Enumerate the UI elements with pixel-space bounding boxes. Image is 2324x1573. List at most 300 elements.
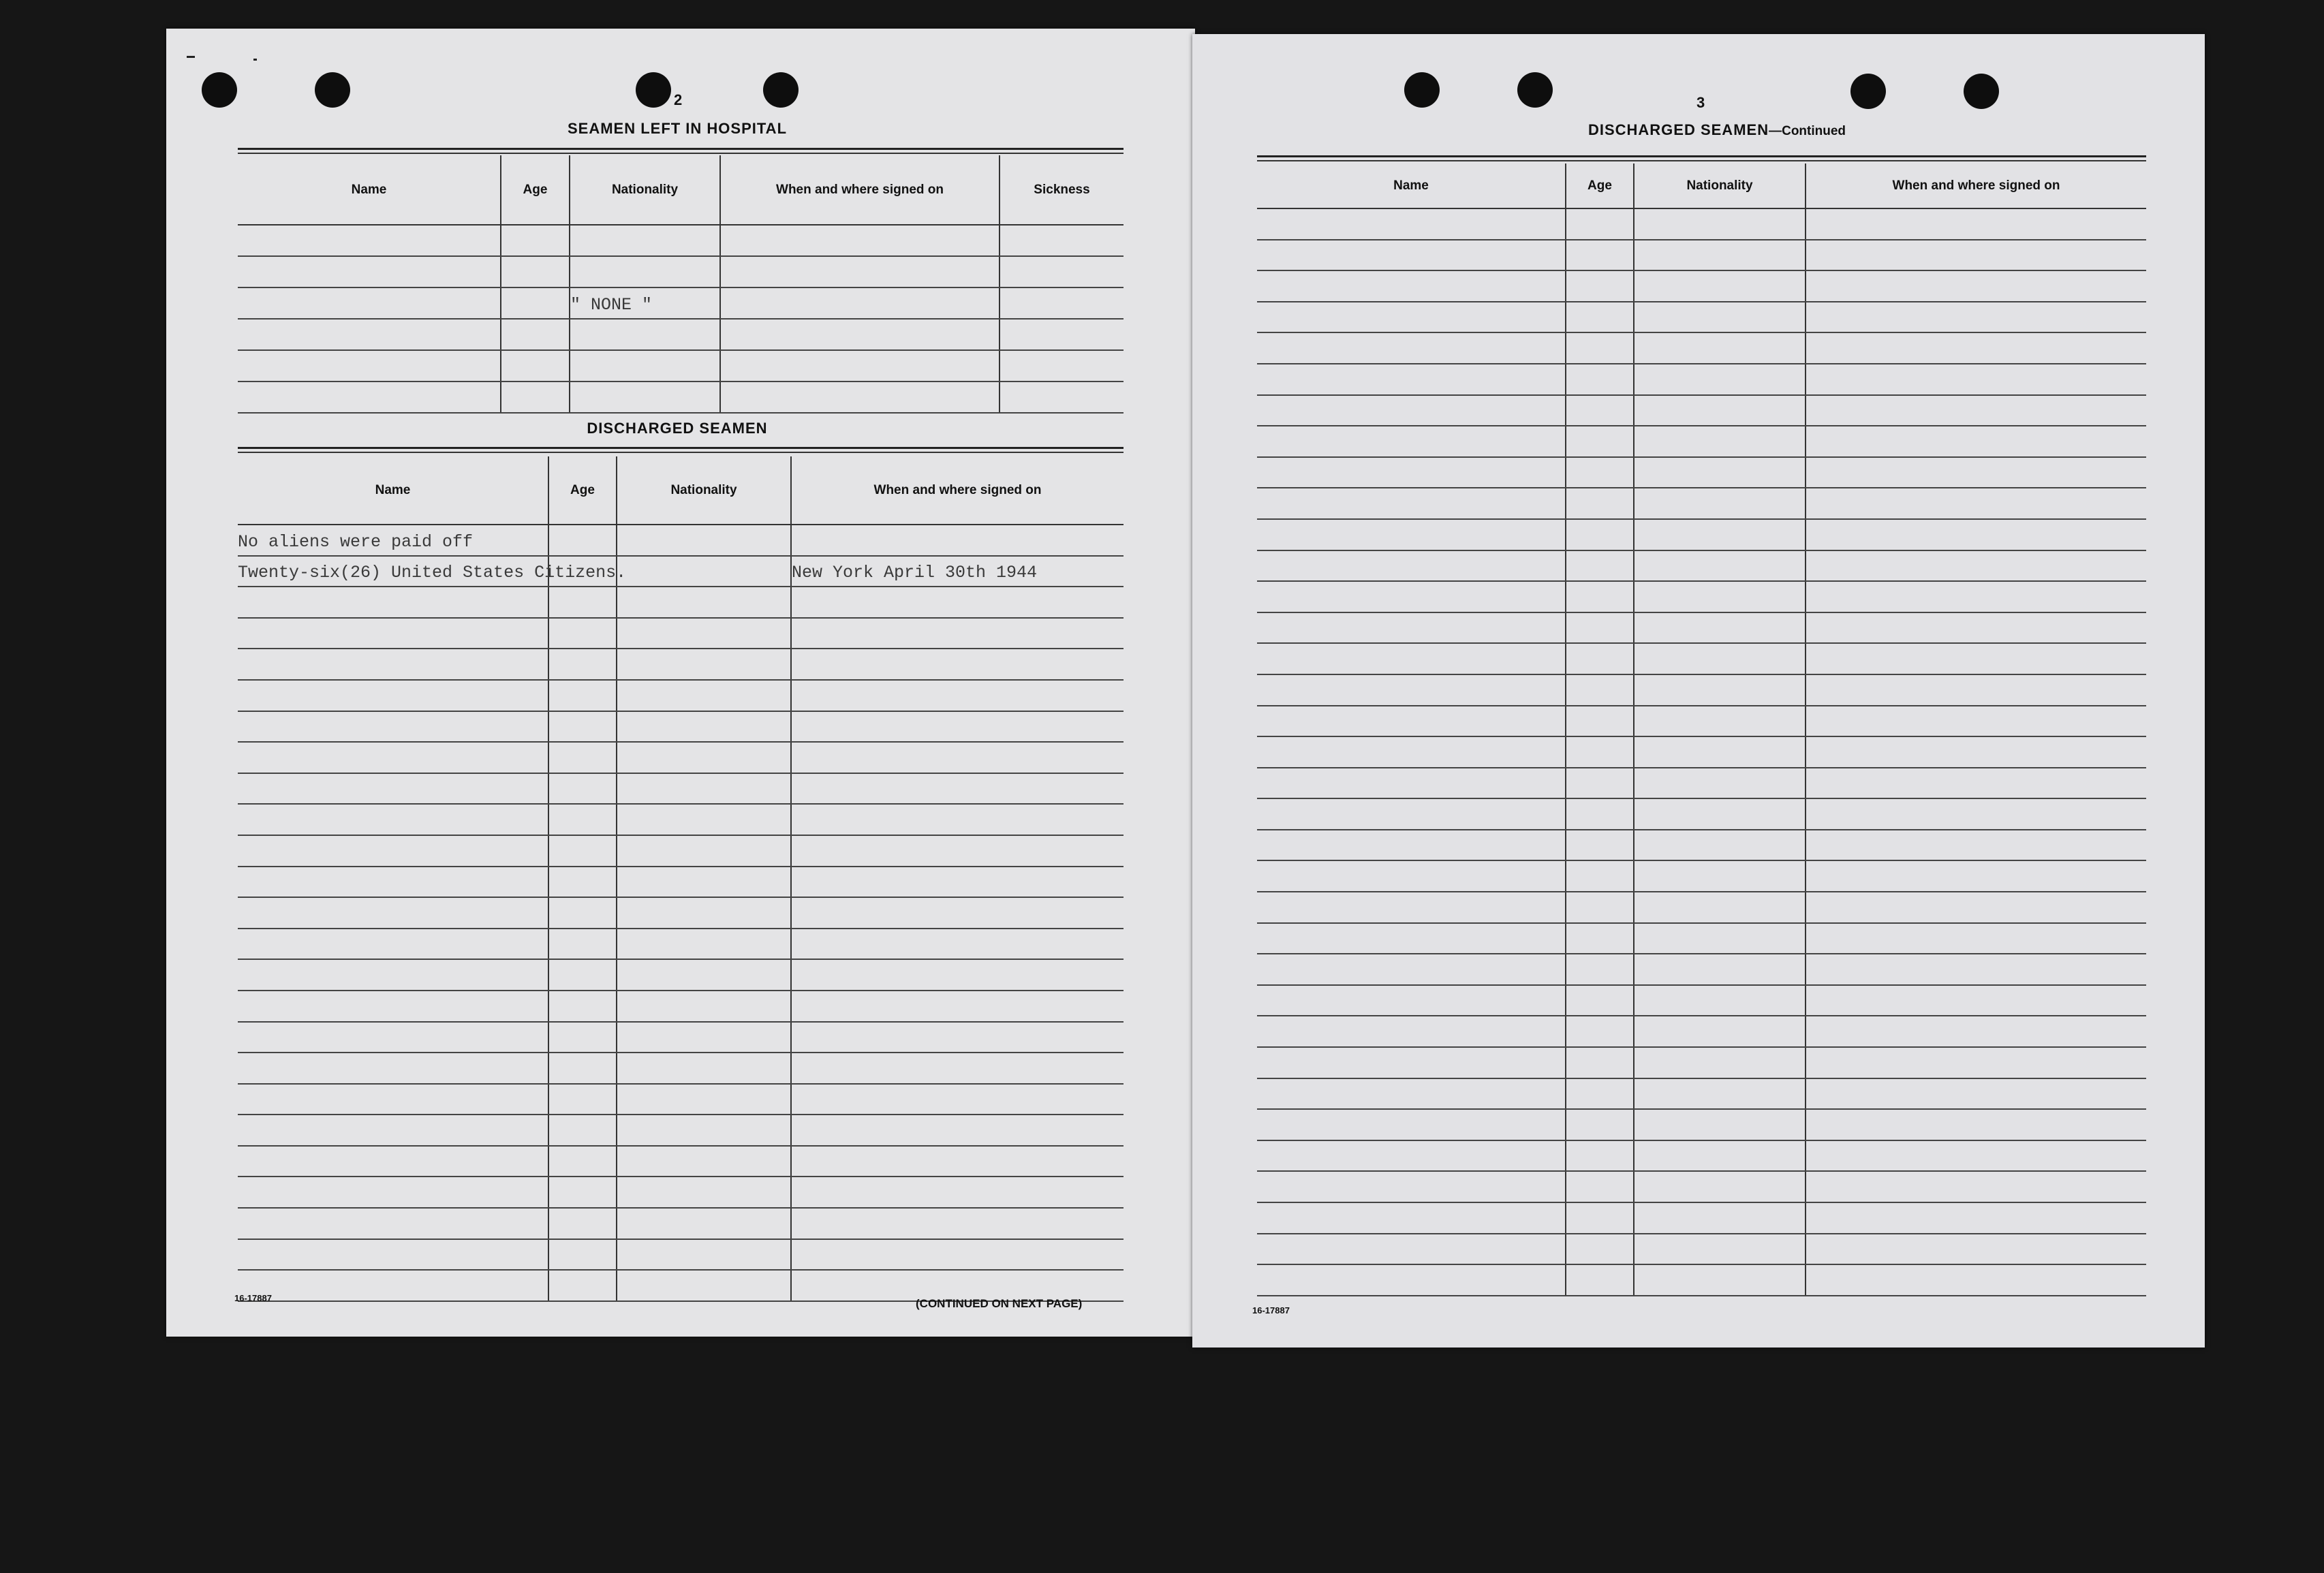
table-cell <box>548 1177 617 1208</box>
table-row <box>1257 985 2146 1016</box>
table-cell <box>1257 1047 1566 1078</box>
table-cell <box>1257 768 1566 799</box>
table-cell <box>1000 225 1124 256</box>
continued-section-title <box>1254 121 2180 139</box>
table-cell <box>238 556 627 587</box>
table-cell <box>1806 892 2146 923</box>
table-cell <box>1634 519 1806 550</box>
table-cell <box>238 225 501 256</box>
table-cell <box>1634 1140 1806 1172</box>
table-cell <box>617 525 791 556</box>
table-cell <box>791 867 1124 898</box>
table-cell <box>570 256 720 287</box>
table-cell <box>548 1084 617 1115</box>
table-cell <box>1634 985 1806 1016</box>
table-row <box>238 1053 1124 1084</box>
table-cell <box>1566 581 1634 612</box>
table-cell <box>1806 830 2146 861</box>
table-row <box>1257 1202 2146 1234</box>
table-cell <box>617 742 791 773</box>
table-cell <box>1257 612 1566 644</box>
table-row <box>238 867 1124 898</box>
cell-text: No aliens were paid off <box>238 531 474 552</box>
table-cell <box>1806 985 2146 1016</box>
table-cell <box>1634 768 1806 799</box>
table-row <box>1257 488 2146 519</box>
table-cell <box>1566 736 1634 768</box>
table-row <box>1257 612 2146 644</box>
table-cell <box>617 1115 791 1146</box>
table-cell <box>1634 457 1806 488</box>
table-row <box>238 929 1124 960</box>
table-cell <box>1257 892 1566 923</box>
table-cell <box>1806 736 2146 768</box>
binder-hole <box>1404 72 1440 108</box>
table-row <box>238 897 1124 929</box>
table-row <box>238 1270 1124 1301</box>
table-cell <box>1566 768 1634 799</box>
table-row <box>1257 1078 2146 1110</box>
table-cell <box>1806 798 2146 830</box>
table-cell <box>1806 706 2146 737</box>
table-cell <box>617 835 791 867</box>
table-cell <box>1806 1171 2146 1202</box>
table-row <box>238 680 1124 711</box>
table-cell <box>617 959 791 991</box>
table-cell <box>791 525 1124 556</box>
table-cell <box>1806 302 2146 333</box>
table-cell <box>1806 1016 2146 1047</box>
table-cell <box>501 256 570 287</box>
table-row <box>238 711 1124 743</box>
table-cell <box>720 256 1000 287</box>
table-cell <box>1257 364 1566 395</box>
table-row <box>238 287 1124 319</box>
table-cell <box>570 319 720 350</box>
table-cell <box>1634 1234 1806 1265</box>
table-cell <box>1257 208 1566 240</box>
table-cell <box>1566 1078 1634 1110</box>
table-cell <box>238 835 548 867</box>
table-cell <box>548 1115 617 1146</box>
table-row <box>238 381 1124 413</box>
table-cell <box>501 350 570 381</box>
table-cell <box>1257 830 1566 861</box>
table-cell <box>1566 643 1634 674</box>
table-cell <box>1257 736 1566 768</box>
table-cell <box>1634 488 1806 519</box>
page-number: 3 <box>1696 94 1705 111</box>
table-cell <box>1634 736 1806 768</box>
table-cell <box>238 867 548 898</box>
table-row <box>1257 1047 2146 1078</box>
binder-hole <box>1964 74 1999 109</box>
table-cell <box>238 711 548 743</box>
table-cell <box>1806 954 2146 985</box>
table-cell <box>238 1208 548 1239</box>
table-row <box>1257 208 2146 240</box>
table-cell <box>1566 954 1634 985</box>
table-cell <box>501 381 570 413</box>
table-cell <box>1806 395 2146 426</box>
table-row <box>238 225 1124 256</box>
table-cell <box>1566 519 1634 550</box>
table-cell <box>238 1053 548 1084</box>
table-cell <box>1634 798 1806 830</box>
table-cell <box>1806 923 2146 954</box>
table-cell <box>548 1270 617 1301</box>
table-row <box>238 618 1124 649</box>
table-cell <box>238 350 501 381</box>
table-cell <box>238 1022 548 1053</box>
table-cell <box>1566 612 1634 644</box>
table-cell <box>548 773 617 805</box>
discharged-table <box>238 456 1124 1302</box>
table-cell <box>1257 488 1566 519</box>
table-cell <box>1806 860 2146 892</box>
table-cell <box>1257 302 1566 333</box>
table-cell <box>1257 519 1566 550</box>
table-cell <box>617 991 791 1022</box>
table-cell <box>791 649 1124 680</box>
table-cell <box>1806 240 2146 271</box>
table-cell <box>1634 830 1806 861</box>
table-cell <box>1634 1171 1806 1202</box>
table-cell <box>1566 488 1634 519</box>
table-cell <box>1566 270 1634 302</box>
table-cell <box>548 1208 617 1239</box>
table-row <box>238 1146 1124 1177</box>
table-cell <box>1566 550 1634 582</box>
table-row <box>238 256 1124 287</box>
table-row <box>1257 798 2146 830</box>
table-cell <box>1634 1109 1806 1140</box>
table-cell <box>548 835 617 867</box>
hospital-table <box>238 155 1124 414</box>
table-cell <box>791 1270 1124 1301</box>
table-row <box>238 773 1124 805</box>
table-cell <box>1634 581 1806 612</box>
table-cell <box>548 1053 617 1084</box>
column-header: When and where signed on <box>720 155 1000 225</box>
table-cell <box>1566 1234 1634 1265</box>
table-cell <box>1806 1202 2146 1234</box>
table-cell <box>238 1146 548 1177</box>
table-cell <box>238 618 548 649</box>
table-cell <box>1566 208 1634 240</box>
left-page <box>166 29 1195 1337</box>
ink-speck <box>187 56 195 58</box>
table-cell <box>1634 1016 1806 1047</box>
table-cell <box>1806 364 2146 395</box>
column-header: Age <box>548 456 617 525</box>
table-cell <box>1257 1078 1566 1110</box>
table-cell <box>1634 364 1806 395</box>
table-cell <box>617 897 791 929</box>
table-cell <box>791 556 1124 587</box>
table-cell <box>617 867 791 898</box>
table-cell <box>1257 457 1566 488</box>
table-row <box>1257 364 2146 395</box>
table-cell <box>548 1022 617 1053</box>
table-row <box>238 991 1124 1022</box>
binder-hole <box>315 72 350 108</box>
column-header: Nationality <box>617 456 791 525</box>
table-cell <box>791 773 1124 805</box>
binder-hole <box>1517 72 1553 108</box>
table-cell <box>548 587 617 618</box>
table-row <box>1257 706 2146 737</box>
table-cell <box>548 991 617 1022</box>
table-cell <box>501 287 570 319</box>
table-cell <box>238 1270 548 1301</box>
column-header: Age <box>501 155 570 225</box>
table-cell <box>1566 923 1634 954</box>
table-cell <box>1257 1109 1566 1140</box>
column-header: When and where signed on <box>1806 163 2146 208</box>
table-cell <box>1566 1140 1634 1172</box>
table-cell <box>1806 674 2146 706</box>
table-row <box>1257 240 2146 271</box>
table-row <box>238 959 1124 991</box>
table-cell <box>1257 426 1566 457</box>
table-cell <box>548 867 617 898</box>
table-cell <box>617 680 791 711</box>
table-cell <box>1566 1264 1634 1296</box>
table-row <box>1257 550 2146 582</box>
table-cell <box>791 587 1124 618</box>
table-row <box>1257 457 2146 488</box>
table-cell <box>791 804 1124 835</box>
table-cell <box>1257 1171 1566 1202</box>
table-cell <box>617 711 791 743</box>
binder-hole <box>636 72 671 108</box>
table-cell <box>617 1270 791 1301</box>
table-cell <box>238 256 501 287</box>
table-cell <box>1806 1234 2146 1265</box>
table-row <box>1257 332 2146 364</box>
table-cell <box>1566 674 1634 706</box>
table-cell <box>1634 1047 1806 1078</box>
table-cell <box>1634 332 1806 364</box>
table-cell <box>548 1239 617 1271</box>
table-cell <box>1257 240 1566 271</box>
continued-table <box>1257 163 2146 1296</box>
table-cell <box>1806 643 2146 674</box>
table-cell <box>791 618 1124 649</box>
table-cell <box>1257 798 1566 830</box>
table-row <box>238 1239 1124 1271</box>
table-cell <box>238 959 548 991</box>
table-cell <box>617 618 791 649</box>
table-cell <box>1566 395 1634 426</box>
table-cell <box>1634 550 1806 582</box>
table-cell <box>791 1177 1124 1208</box>
column-header: Name <box>238 155 501 225</box>
table-cell <box>501 319 570 350</box>
table-cell <box>238 1084 548 1115</box>
table-cell <box>1257 860 1566 892</box>
table-cell <box>1566 426 1634 457</box>
table-cell <box>238 929 548 960</box>
table-cell <box>791 959 1124 991</box>
table-cell <box>720 381 1000 413</box>
table-cell <box>1634 860 1806 892</box>
table-cell <box>617 929 791 960</box>
column-header: Nationality <box>570 155 720 225</box>
table-cell <box>238 1115 548 1146</box>
table-cell <box>548 1146 617 1177</box>
table-cell <box>1257 1202 1566 1234</box>
hospital-section-title: SEAMEN LEFT IN HOSPITAL <box>567 120 788 137</box>
table-cell <box>1566 892 1634 923</box>
table-cell <box>1634 426 1806 457</box>
table-cell <box>791 835 1124 867</box>
table-row <box>1257 519 2146 550</box>
table-cell <box>1257 581 1566 612</box>
table-cell <box>238 1177 548 1208</box>
table-row <box>238 742 1124 773</box>
table-cell <box>238 587 548 618</box>
table-cell <box>1257 332 1566 364</box>
table-cell <box>1566 364 1634 395</box>
table-cell <box>1634 302 1806 333</box>
table-cell <box>1634 674 1806 706</box>
table-cell <box>791 929 1124 960</box>
table-row <box>238 1208 1124 1239</box>
table-row <box>1257 768 2146 799</box>
table-cell <box>720 350 1000 381</box>
table-cell <box>501 225 570 256</box>
table-row <box>238 1022 1124 1053</box>
table-cell <box>238 381 501 413</box>
table-cell <box>791 1146 1124 1177</box>
binder-hole <box>1850 74 1886 109</box>
table-cell <box>1634 923 1806 954</box>
table-cell <box>1566 457 1634 488</box>
table-cell <box>1257 1264 1566 1296</box>
table-cell <box>1634 706 1806 737</box>
table-cell <box>1806 426 2146 457</box>
table-cell <box>1566 1202 1634 1234</box>
table-cell <box>791 711 1124 743</box>
table-cell <box>617 1208 791 1239</box>
table-cell <box>238 773 548 805</box>
continued-note: (CONTINUED ON NEXT PAGE) <box>916 1297 1083 1310</box>
table-cell <box>1257 395 1566 426</box>
table-cell <box>548 742 617 773</box>
table-cell <box>548 897 617 929</box>
table-cell <box>1000 287 1124 319</box>
table-cell <box>617 649 791 680</box>
table-cell <box>617 1084 791 1115</box>
table-cell <box>1634 395 1806 426</box>
table-cell <box>791 991 1124 1022</box>
table-row <box>1257 1016 2146 1047</box>
table-cell <box>1257 923 1566 954</box>
table-cell <box>617 1022 791 1053</box>
table-cell <box>548 711 617 743</box>
table-cell <box>548 959 617 991</box>
table-row <box>238 350 1124 381</box>
table-cell <box>720 225 1000 256</box>
table-row <box>1257 830 2146 861</box>
table-row <box>1257 1171 2146 1202</box>
table-cell <box>1566 830 1634 861</box>
table-cell <box>791 1208 1124 1239</box>
table-cell <box>548 618 617 649</box>
table-cell <box>791 742 1124 773</box>
table-row <box>238 587 1124 618</box>
table-cell <box>238 742 548 773</box>
binder-hole <box>763 72 799 108</box>
table-row <box>1257 923 2146 954</box>
table-cell <box>1634 954 1806 985</box>
table-cell <box>1634 208 1806 240</box>
table-row <box>1257 860 2146 892</box>
table-row <box>238 1084 1124 1115</box>
table-cell <box>1257 985 1566 1016</box>
table-cell <box>570 287 720 319</box>
table-cell <box>791 680 1124 711</box>
table-row <box>238 835 1124 867</box>
table-cell <box>1566 860 1634 892</box>
table-cell <box>1806 1264 2146 1296</box>
table-cell <box>1806 1047 2146 1078</box>
form-number: 16-17887 <box>1252 1305 1290 1315</box>
table-cell <box>570 350 720 381</box>
column-header: Name <box>1257 163 1566 208</box>
table-row <box>1257 892 2146 923</box>
table-cell <box>1000 350 1124 381</box>
table-cell <box>1634 612 1806 644</box>
table-cell <box>238 991 548 1022</box>
table-cell <box>1566 798 1634 830</box>
column-header: Nationality <box>1634 163 1806 208</box>
table-cell <box>1257 1016 1566 1047</box>
cell-text: New York April 30th 1944 <box>792 563 1038 583</box>
table-row <box>238 319 1124 350</box>
table-cell <box>1566 1109 1634 1140</box>
table-cell <box>238 525 548 556</box>
cell-text: " NONE " <box>570 295 653 315</box>
table-cell <box>1634 1078 1806 1110</box>
table-row <box>238 649 1124 680</box>
table-cell <box>791 1084 1124 1115</box>
table-cell <box>1634 643 1806 674</box>
table-cell <box>617 1053 791 1084</box>
table-cell <box>1566 985 1634 1016</box>
table-row <box>1257 395 2146 426</box>
table-cell <box>1257 643 1566 674</box>
table-cell <box>1806 1140 2146 1172</box>
table-row <box>1257 1140 2146 1172</box>
table-cell <box>617 804 791 835</box>
table-cell <box>1806 519 2146 550</box>
table-cell <box>1257 674 1566 706</box>
table-row <box>1257 302 2146 333</box>
table-cell <box>617 556 791 587</box>
table-cell <box>617 1177 791 1208</box>
table-row <box>1257 643 2146 674</box>
table-row <box>238 525 1124 556</box>
table-cell <box>1000 381 1124 413</box>
section-rule <box>238 447 1124 453</box>
table-cell <box>238 680 548 711</box>
table-cell <box>1634 1202 1806 1234</box>
column-header: Sickness <box>1000 155 1124 225</box>
discharged-section-title: DISCHARGED SEAMEN <box>587 420 768 437</box>
